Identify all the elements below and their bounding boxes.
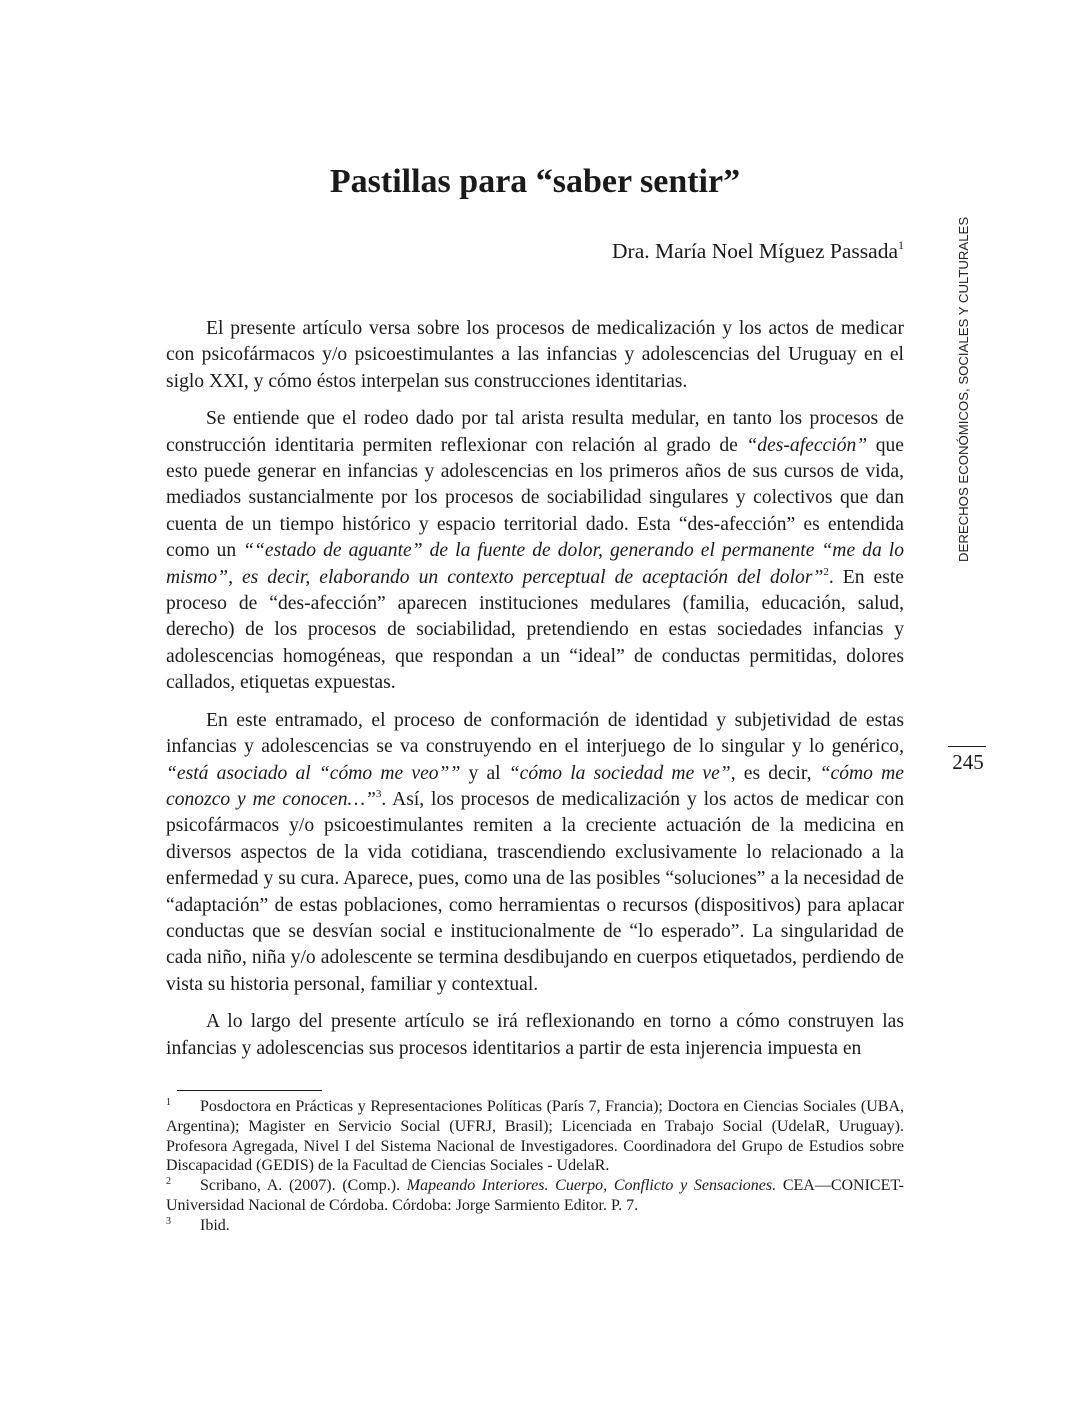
- footnote-2-text-b: CEA—CONICET-Universidad Nacional de Córdoba. Córdoba: Jorge Sarmiento Editor. P. 7.: [166, 1177, 904, 1214]
- paragraph-1: El presente artículo versa sobre los procesos de medicalización y los actos de medicar con psicofármacos y/o psicoestimulantes a las infancias y adolescencias del Uruguay en el siglo XXI, y cómo éstos interpelan sus construcciones identitarias.: [166, 318, 904, 392]
- paragraph-2-text-a: Se entiende que el rodeo dado por tal arista resulta medular, en tanto los procesos de construcción identitaria permiten reflexionar con relación al grado de: [166, 408, 904, 456]
- paragraph-3: [166, 708, 904, 998]
- footnote-2-text-a: Scribano, A. (2007). (Comp.).: [200, 1177, 407, 1195]
- paragraph-4: A lo largo del presente artículo se irá reflexionando en torno a cómo construyen las infancias y adolescencias sus procesos identitarios a partir de esta injerencia impuesta en: [166, 1011, 904, 1059]
- author-line: [612, 236, 904, 266]
- paragraph-2-quote: ““estado de aguante” de la fuente de dolor, generando el permanente “me da lo mismo”, es decir, elaborando un contexto perceptual de aceptación del dolor”: [166, 540, 904, 588]
- footnote-2-book-title: Mapeando Interiores. Cuerpo, Conflicto y Sensaciones.: [406, 1177, 777, 1195]
- paragraph-3-quote-a: “está asociado al “cómo me veo””: [166, 762, 461, 784]
- paragraph-2-emphasis-a: “des-afección”: [746, 434, 868, 456]
- footnote-3-text: Ibid.: [200, 1216, 230, 1234]
- article-title: Pastillas para “saber sentir”: [329, 163, 741, 200]
- paragraph-2: [166, 406, 904, 696]
- paragraph-3-text-c: , es decir,: [730, 762, 820, 784]
- article-body: [166, 316, 904, 1062]
- footnote-ref-2[interactable]: 2: [823, 565, 829, 578]
- author-footnote-ref[interactable]: 1: [898, 238, 904, 252]
- footnote-1-text: Posdoctora en Prácticas y Representaciones Políticas (París 7, Francia); Doctora en Ciencias Sociales (UBA, Argentina); Magister en Servicio Social (UFRJ, Brasil); Licenciada en Trabajo Social (UdelaR, Uruguay). Profesora Agregada, Nivel I del Sistema Nacional de Investigadores. Coordinadora del Grupo de Estudios sobre Discapacidad (GEDIS) de la Facultad de Ciencias Sociales - UdelaR.: [166, 1098, 904, 1175]
- paragraph-2-text-b: que esto puede generar en infancias y adolescencias en los primeros años de sus cursos de vida, mediados sustancialmente por los procesos de sociabilidad singulares y colectivos que dan cuenta de un tiempo histórico y espacio territorial dado. Esta “des-afección” es entendida como un: [166, 434, 904, 562]
- paragraph-3-text-a: En este entramado, el proceso de conformación de identidad y subjetividad de estas infancias y adolescencias se va construyendo en el interjuego de lo singular y lo genérico,: [166, 709, 904, 758]
- footnote-1: 1 Posdoctora en Prácticas y Representaciones Políticas (París 7, Francia); Doctora en Ciencias Sociales (UBA, Argentina); Magister en Servicio Social (UFRJ, Brasil); Licenciada en Trabajo Social (UdelaR, Uruguay). Profesora Agregada, Nivel I del Sistema Nacional de Investigadores. Coordinadora del Grupo de Estudios sobre Discapacidad (GEDIS) de la Facultad de Ciencias Sociales - UdelaR.: [166, 1097, 904, 1175]
- paragraph-3-quote-b: “cómo la sociedad me ve”: [508, 762, 731, 784]
- page-number: 245: [952, 750, 984, 774]
- footnotes: [166, 1097, 904, 1236]
- footnote-ref-3[interactable]: 3: [375, 787, 382, 800]
- author-name: Dra. María Noel Míguez Passada: [612, 239, 898, 263]
- paragraph-3-text-b: y al: [460, 762, 509, 784]
- footnote-separator: [177, 1090, 322, 1091]
- paragraph-3-text-d: . Así, los procesos de medicalización y los actos de medicar con psicofármacos y/o psicoestimulantes remiten a la creciente actuación de la medicina en diversos aspectos de la vida cotidiana, trascendiendo exclusivamente lo relacionado a la enfermedad y su cura. Aparece, pues, como una de las posibles “soluciones” a la necesidad de “adaptación” de estas poblaciones, como herramientas o recursos (dispositivos) para aplacar conductas que se desvían social e institucionalmente de “lo esperado”. La singularidad de cada niño, niña y/o adolescente se termina desdibujando en cuerpos etiquetados, perdiendo de vista su historia personal, familiar y contextual.: [166, 788, 905, 995]
- paragraph-2-text-c: . En este proceso de “des-afección” aparecen instituciones medulares (familia, educación, salud, derecho) de los procesos de sociabilidad, pretendiendo en estas sociedades infancias y adolescencias homogéneas, que respondan a un “ideal” de conductas permitidas, dolores callados, etiquetas expuestas.: [166, 566, 904, 694]
- page-number-rule: [948, 746, 986, 747]
- footnote-3: 3 Ibid.: [166, 1215, 230, 1234]
- side-running-head: DERECHOS ECONÓMICOS, SOCIALES Y CULTURALES: [956, 216, 971, 562]
- footnote-2: 2 Scribano, A. (2007). (Comp.). Mapeando Interiores. Cuerpo, Conflicto y Sensaciones. CEA—CONICET-Universidad Nacional de Córdoba. Córdoba: Jorge Sarmiento Editor. P. 7.: [166, 1176, 904, 1214]
- paragraph-3-quote-c: “cómo me conozco y me conocen…”: [166, 762, 904, 810]
